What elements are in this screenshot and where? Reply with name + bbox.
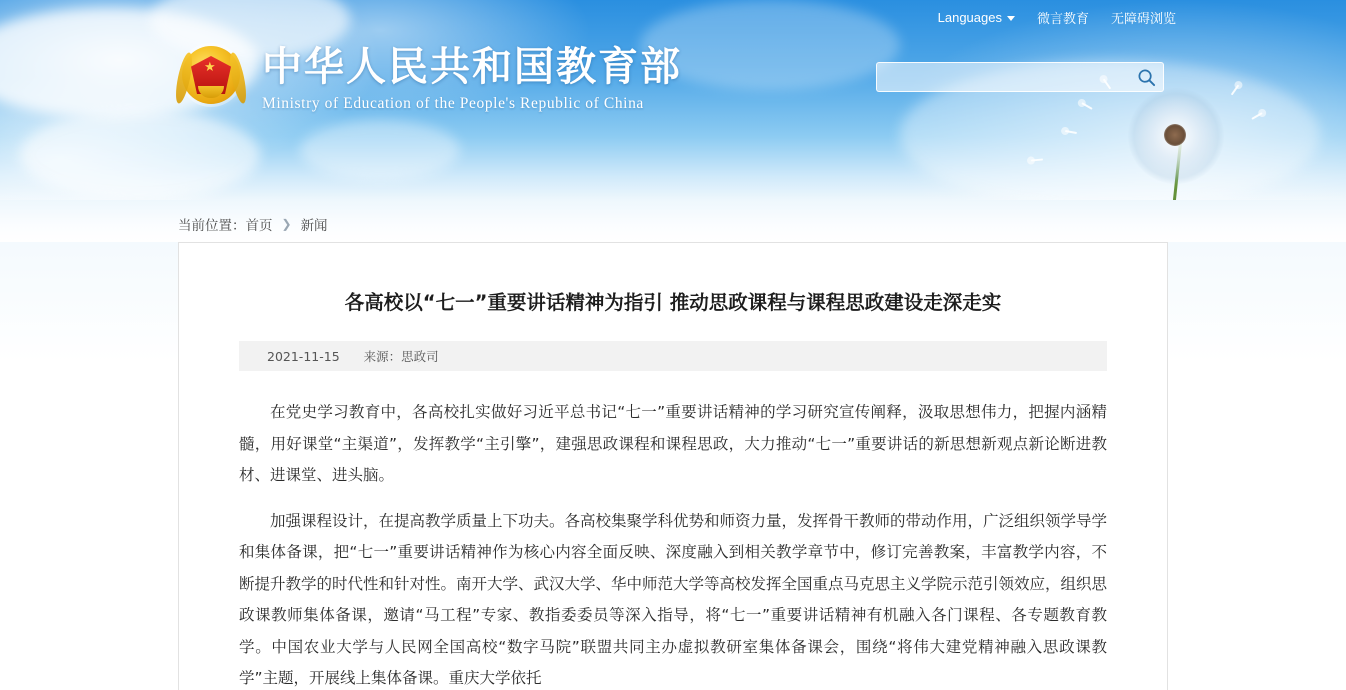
site-banner bbox=[0, 0, 1346, 200]
emblem-star: ★ bbox=[204, 59, 216, 74]
breadcrumb bbox=[0, 200, 1346, 242]
accessibility-link[interactable]: 无障碍浏览 bbox=[1110, 11, 1176, 26]
breadcrumb-item-home[interactable]: 首页 bbox=[245, 218, 273, 233]
dandelion-seed bbox=[1231, 85, 1240, 96]
site-title-cn: 中华人民共和国教育部 bbox=[262, 44, 682, 90]
search-icon bbox=[1137, 68, 1156, 87]
page-title: 各高校以“七一”重要讲话精神为指引 推动思政课程与课程思政建设走深走实 bbox=[344, 291, 1002, 314]
languages-menu[interactable] bbox=[938, 10, 1015, 25]
dandelion-core bbox=[1164, 124, 1186, 146]
article-card bbox=[178, 242, 1168, 690]
site-logo[interactable] bbox=[178, 42, 682, 114]
breadcrumb-item-news[interactable]: 新闻 bbox=[300, 218, 328, 233]
article-paragraph: 在党史学习教育中，各高校扎实做好习近平总书记“七一”重要讲话精神的学习研究宣传阐释，汲取思想伟力，把握内涵精髓，用好课堂“主渠道”，发挥教学“主引擎”，建强思政课程和课程思政，大力推动“七一”重要讲话的新思想新观点新论断进教材、进课堂、进头脑。 bbox=[239, 403, 1107, 484]
languages-label: Languages bbox=[937, 10, 1002, 25]
search-input[interactable] bbox=[877, 63, 1129, 91]
article-source: 来源：思政司 bbox=[363, 349, 439, 364]
search-box[interactable] bbox=[876, 62, 1164, 92]
national-emblem-icon bbox=[178, 42, 244, 114]
chevron-right-icon: ❯ bbox=[281, 217, 292, 231]
dandelion-seed bbox=[1065, 130, 1077, 134]
article-paragraph: 加强课程设计，在提高教学质量上下功夫。各高校集聚学科优势和师资力量，发挥骨干教师的带动作用，广泛组织领学导学和集体备课，把“七一”重要讲话精神作为核心内容全面反映、深度融入到相关教学章节中，修订完善教案，丰富教学内容，不断提升教学的时代性和针对性。南开大学、武汉大学、华中师范大学等高校发挥全国重点马克思主义学院示范引领效应，组织思政课教师集体备课，邀请“马工程”专家、教指委委员等深入指导，将“七一”重要讲话精神有机融入各门课程、各专题教育教学。中国农业大学与人民网全国高校“数字马院”联盟共同主办虚拟教研室集体备课会，围绕“将伟大建党精神融入思政课教学”主题，开展线上集体备课。重庆大学依托 bbox=[239, 511, 1108, 687]
chevron-down-icon bbox=[1007, 16, 1015, 21]
breadcrumb-label: 当前位置： bbox=[178, 218, 246, 233]
article-body bbox=[239, 371, 1107, 690]
dandelion-seed bbox=[1081, 102, 1092, 110]
site-title-en: Ministry of Education of the People's Republic of China bbox=[262, 95, 644, 112]
article-date: 2021-11-15 bbox=[267, 348, 340, 364]
page-body bbox=[0, 242, 1346, 690]
search-button[interactable] bbox=[1129, 63, 1163, 91]
top-utility-links bbox=[938, 8, 1176, 27]
page-edge-left bbox=[0, 242, 178, 690]
wechat-education-link[interactable]: 微言教育 bbox=[1036, 11, 1089, 26]
cloud-decoration bbox=[300, 120, 460, 180]
cloud-decoration bbox=[20, 110, 260, 200]
dandelion-seed bbox=[1251, 112, 1262, 120]
page-edge-right bbox=[1168, 242, 1346, 690]
article-meta bbox=[239, 341, 1107, 371]
